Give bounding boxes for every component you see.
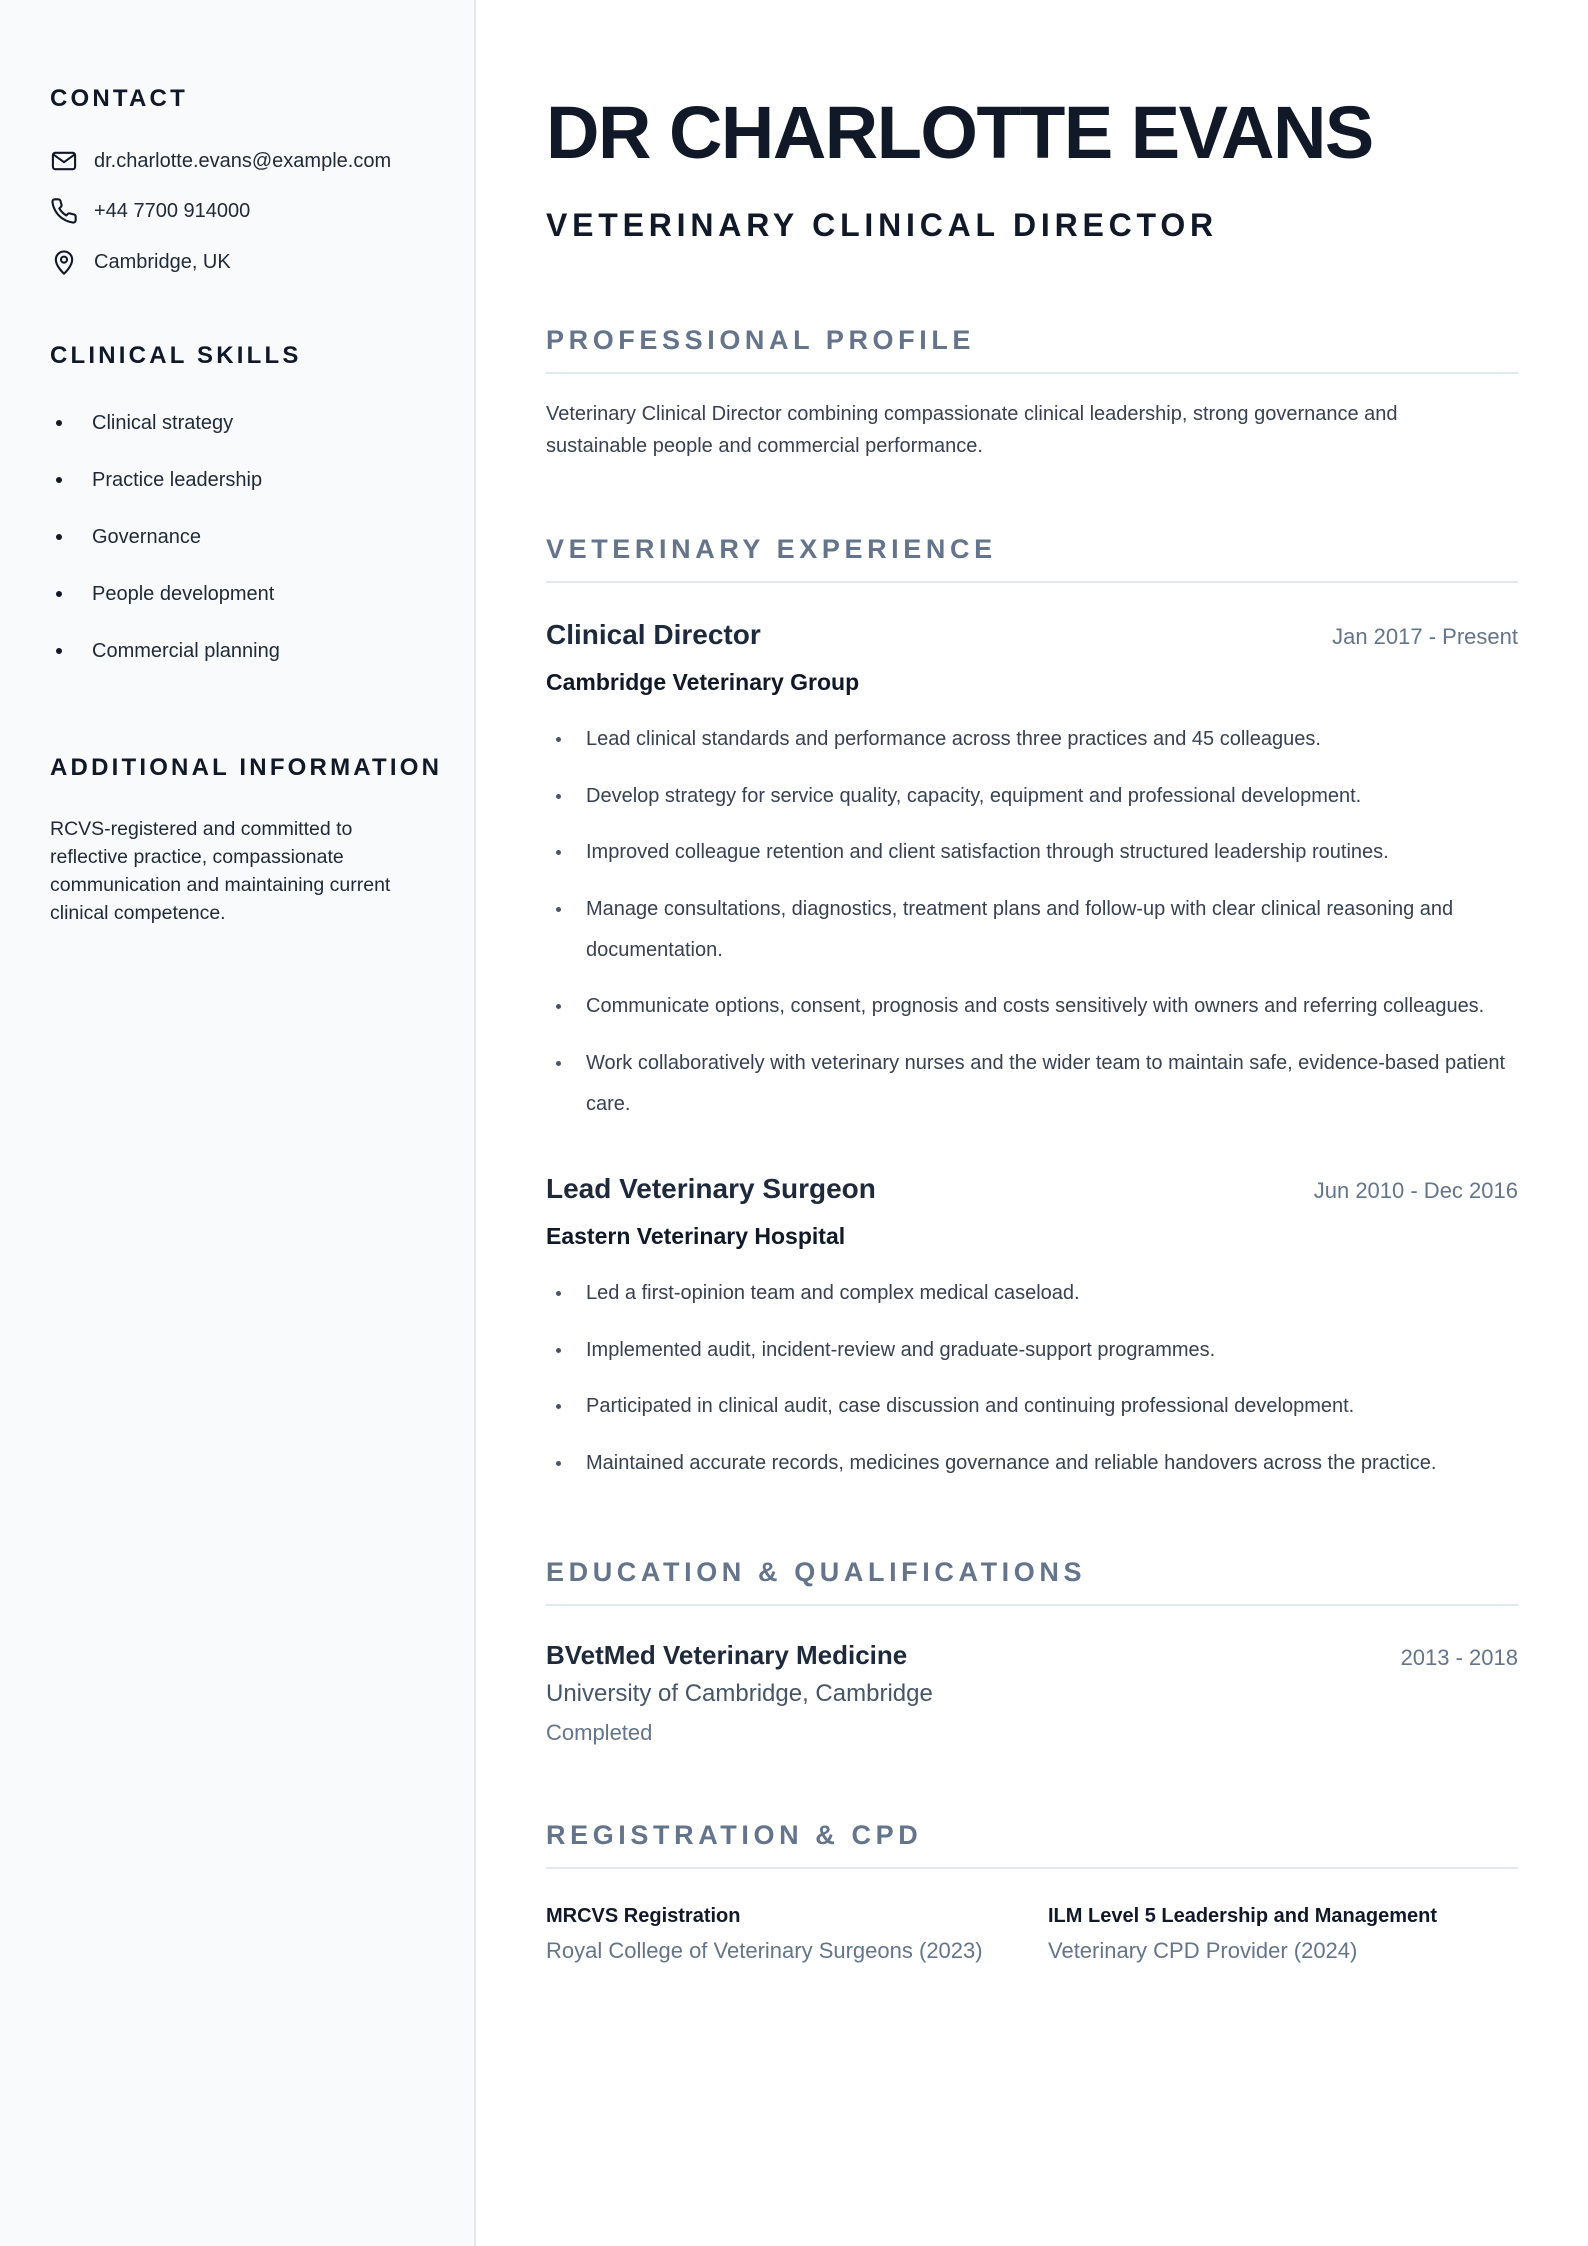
job-bullets — [546, 719, 1518, 1140]
phone-icon — [50, 197, 78, 225]
job-title: Lead Veterinary Surgeon — [546, 1173, 876, 1204]
skill-item: Governance — [50, 523, 201, 551]
cpd-name: MRCVS Registration — [546, 1905, 741, 1927]
additional-heading: ADDITIONAL INFORMATION — [50, 754, 443, 781]
job-organisation: Eastern Veterinary Hospital — [546, 1223, 846, 1249]
skills-heading: CLINICAL SKILLS — [50, 342, 302, 369]
contact-location — [50, 246, 231, 278]
degree-title: BVetMed Veterinary Medicine — [546, 1640, 908, 1670]
bullet-dot — [56, 648, 62, 654]
degree-institution: University of Cambridge, Cambridge — [546, 1680, 933, 1707]
additional-text: RCVS-registered and committed to reflective practice, compassionate communication and maintaining current clinical competence. — [50, 818, 391, 924]
cpd-item — [546, 1905, 1016, 1964]
list-item: Communicate options, consent, prognosis and costs sensitively with owners and referring colleagues. — [546, 986, 1518, 1027]
candidate-name: DR CHARLOTTE EVANS — [546, 91, 1373, 174]
skill-item: Clinical strategy — [50, 409, 233, 437]
registration-heading: REGISTRATION & CPD — [546, 1820, 1518, 1869]
list-item: Develop strategy for service quality, capacity, equipment and professional development. — [546, 776, 1518, 817]
education-heading: EDUCATION & QUALIFICATIONS — [546, 1557, 1518, 1606]
cpd-provider: Veterinary CPD Provider (2024) — [1048, 1938, 1358, 1963]
contact-email[interactable] — [50, 145, 391, 177]
cpd-name: ILM Level 5 Leadership and Management — [1048, 1905, 1437, 1927]
contact-phone[interactable] — [50, 195, 250, 227]
contact-heading: CONTACT — [50, 85, 188, 112]
experience-heading: VETERINARY EXPERIENCE — [546, 534, 1518, 583]
skill-item: People development — [50, 580, 274, 608]
skill-item: Practice leadership — [50, 466, 262, 494]
sidebar — [0, 0, 476, 2246]
degree-dates: 2013 - 2018 — [1400, 1645, 1518, 1670]
email-text: dr.charlotte.evans@example.com — [94, 149, 392, 172]
mail-icon — [50, 147, 78, 175]
list-item: Lead clinical standards and performance across three practices and 45 colleagues. — [546, 719, 1518, 760]
cpd-provider: Royal College of Veterinary Surgeons (2023) — [546, 1938, 983, 1963]
cpd-item — [1048, 1905, 1518, 1964]
job-dates: Jan 2017 - Present — [1332, 624, 1518, 649]
degree-status: Completed — [546, 1720, 653, 1745]
skill-item: Commercial planning — [50, 637, 280, 665]
job-dates: Jun 2010 - Dec 2016 — [1313, 1178, 1518, 1203]
bullet-dot — [56, 477, 62, 483]
bullet-dot — [56, 591, 62, 597]
main-content — [546, 0, 1518, 2246]
location-pin-icon — [50, 248, 78, 276]
list-item: Manage consultations, diagnostics, treatment plans and follow-up with clear clinical reasoning and documentation. — [546, 889, 1518, 971]
location-text: Cambridge, UK — [94, 250, 231, 273]
phone-text: +44 7700 914000 — [94, 199, 251, 222]
bullet-dot — [56, 420, 62, 426]
list-item: Implemented audit, incident-review and graduate-support programmes. — [546, 1330, 1518, 1371]
list-item: Maintained accurate records, medicines governance and reliable handovers across the practice. — [546, 1443, 1518, 1484]
bullet-dot — [56, 534, 62, 540]
list-item: Improved colleague retention and client satisfaction through structured leadership routines. — [546, 832, 1518, 873]
job-title: Clinical Director — [546, 619, 761, 650]
job-title-headline: VETERINARY CLINICAL DIRECTOR — [546, 207, 1218, 243]
profile-text: Veterinary Clinical Director combining compassionate clinical leadership, strong governance and sustainable people and commercial performance. — [546, 403, 1398, 457]
job-bullets — [546, 1273, 1518, 1499]
profile-heading: PROFESSIONAL PROFILE — [546, 325, 1518, 374]
list-item: Work collaboratively with veterinary nurses and the wider team to maintain safe, evidence-based patient care. — [546, 1043, 1518, 1125]
list-item: Participated in clinical audit, case discussion and continuing professional development. — [546, 1386, 1518, 1427]
job-organisation: Cambridge Veterinary Group — [546, 669, 860, 695]
list-item: Led a first-opinion team and complex medical caseload. — [546, 1273, 1518, 1314]
